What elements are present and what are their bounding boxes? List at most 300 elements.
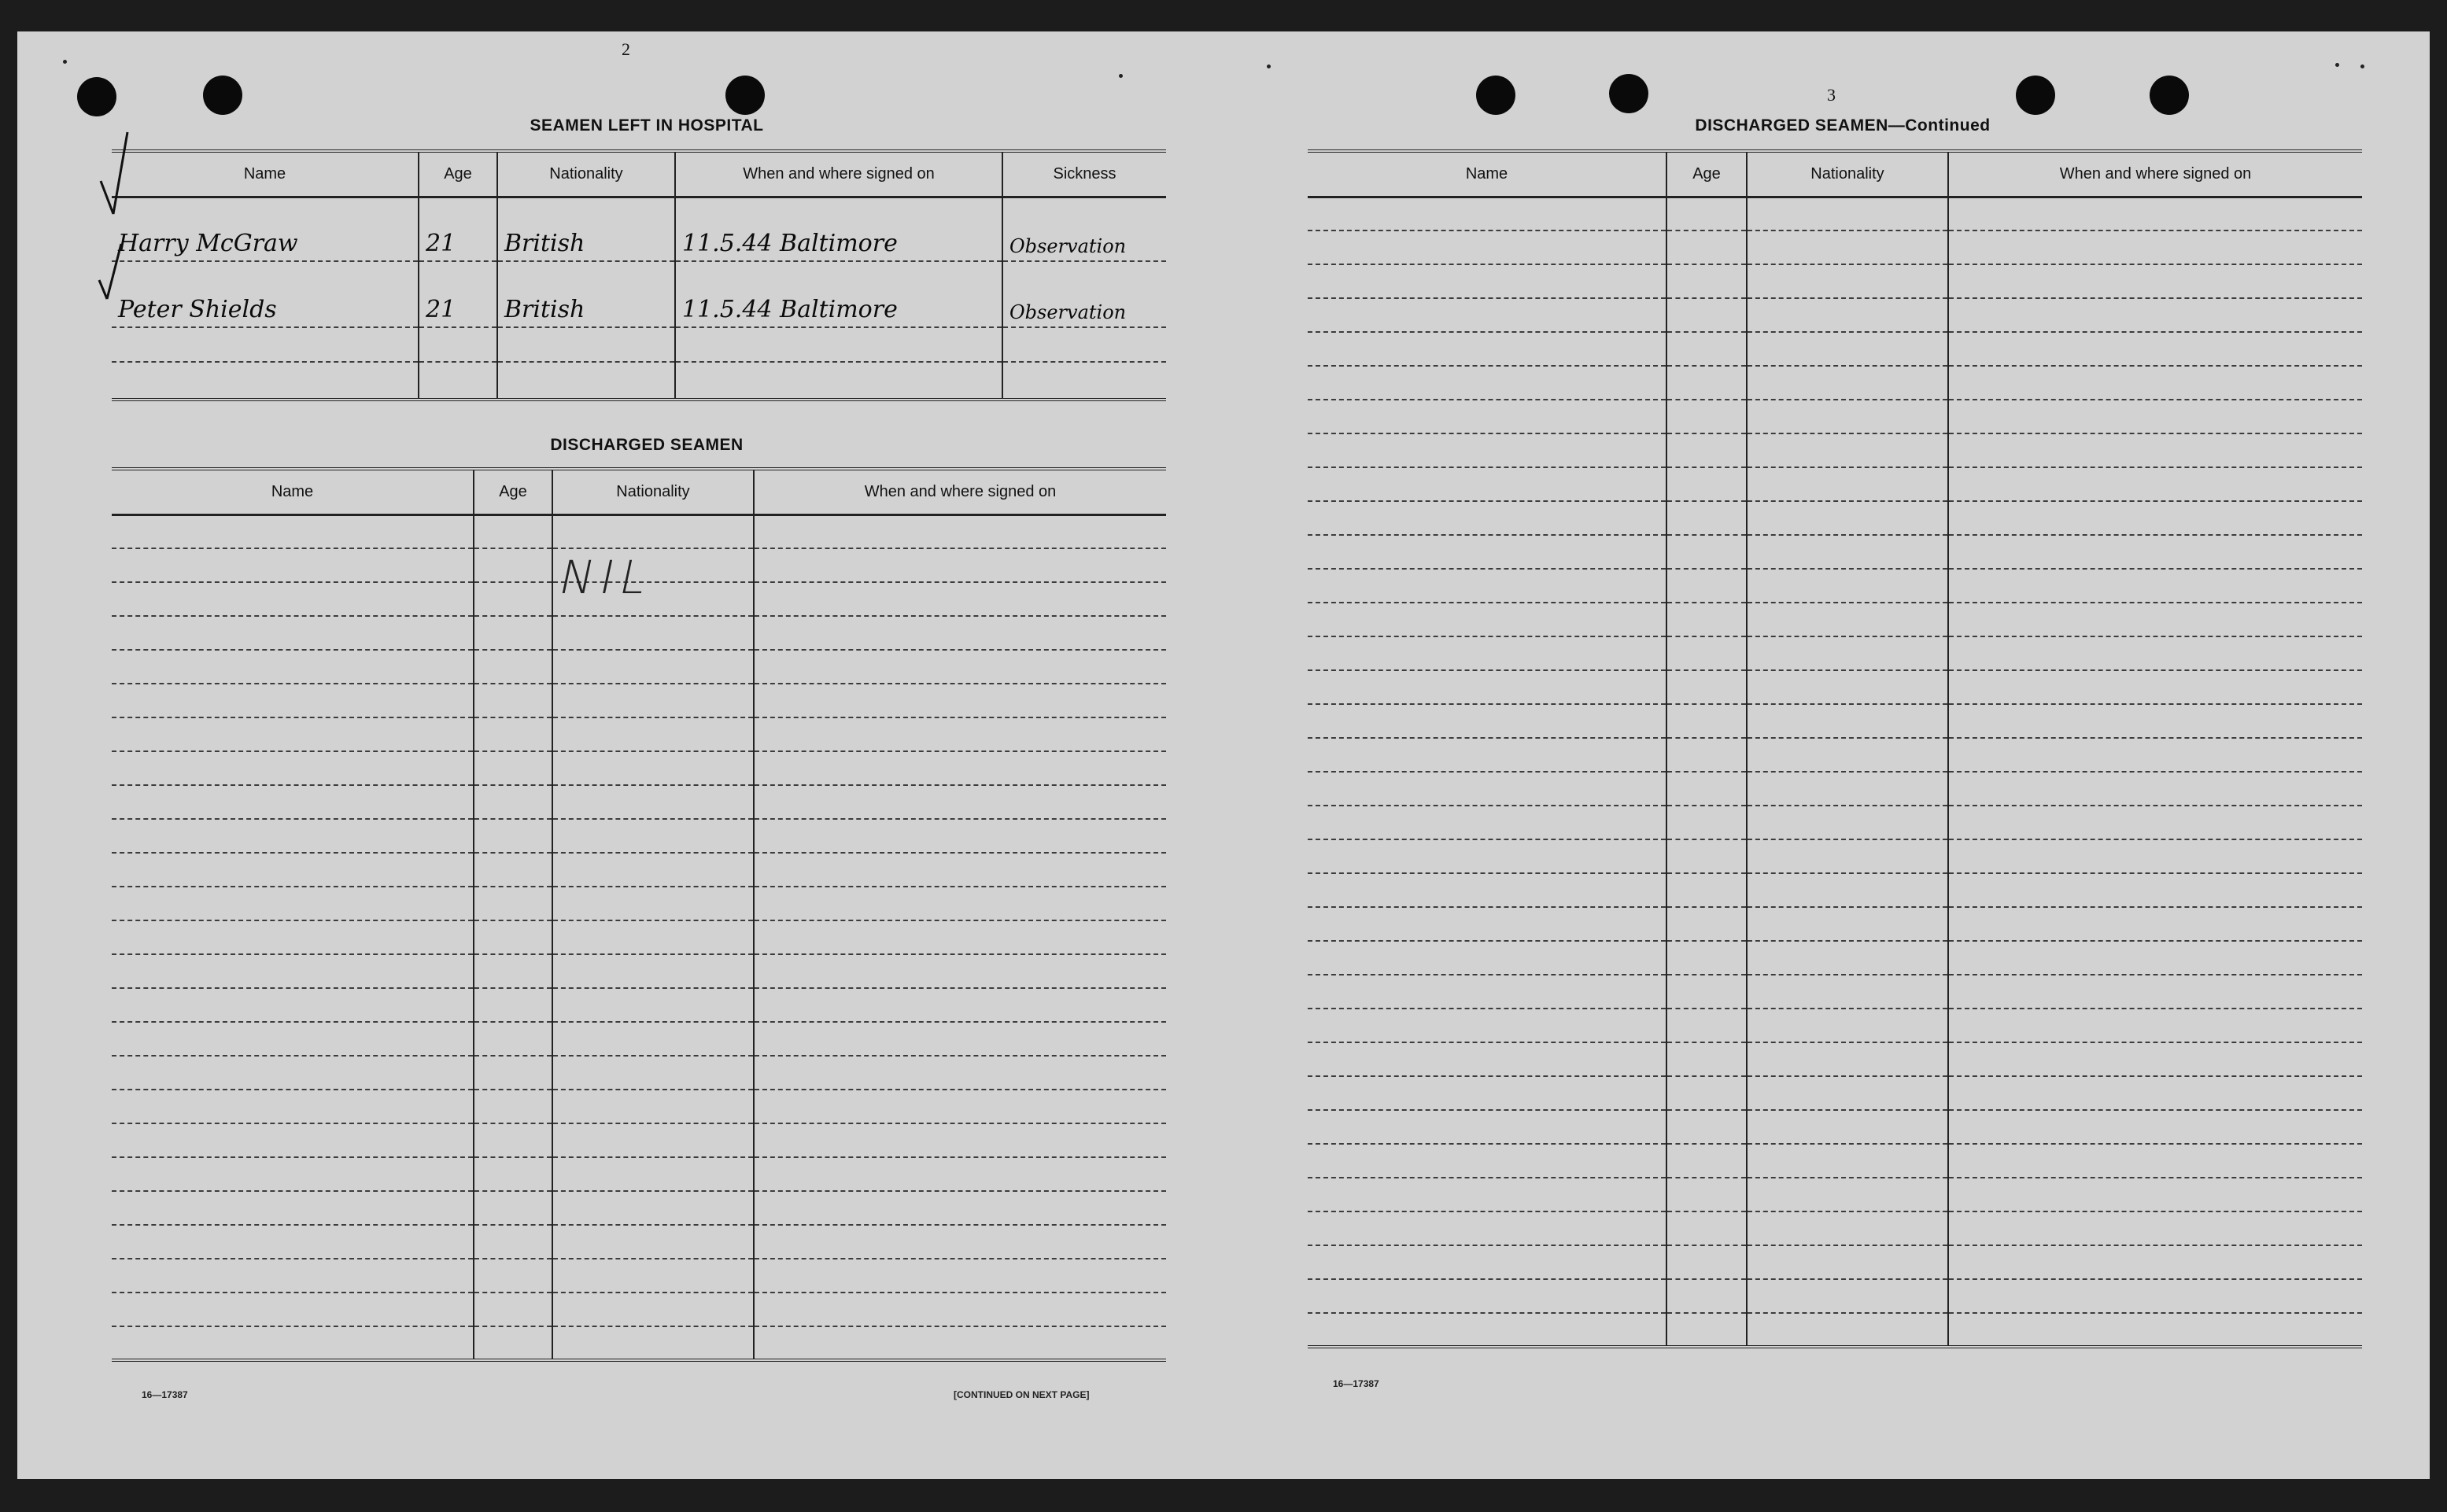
blank-cell	[1666, 501, 1747, 535]
blank-cell	[1666, 873, 1747, 907]
blank-cell	[1948, 433, 2362, 467]
blank-cell	[754, 887, 1166, 920]
blank-row	[1308, 230, 2362, 264]
blank-row	[1308, 1178, 2362, 1211]
blank-cell	[1747, 1313, 1948, 1347]
blank-cell	[1308, 704, 1666, 738]
blank-cell	[1308, 1279, 1666, 1313]
blank-cell	[1747, 1178, 1948, 1211]
blank-cell	[754, 988, 1166, 1022]
blank-cell	[1666, 670, 1747, 704]
blank-cell	[1308, 603, 1666, 636]
punch-hole	[2016, 76, 2055, 115]
blank-cell	[552, 1022, 754, 1056]
blank-cell	[1666, 603, 1747, 636]
blank-cell	[1666, 806, 1747, 839]
blank-cell	[474, 819, 552, 853]
blank-cell	[1308, 366, 1666, 400]
blank-cell	[1948, 975, 2362, 1009]
name-cell	[112, 261, 419, 327]
blank-cell	[112, 1157, 474, 1191]
blank-cell	[1666, 264, 1747, 298]
blank-row	[112, 1157, 1166, 1191]
blank-row	[1308, 467, 2362, 501]
section-title: DISCHARGED SEAMEN—Continued	[1695, 116, 1991, 135]
blank-cell	[112, 1326, 474, 1360]
blank-cell	[1948, 1245, 2362, 1279]
blank-cell	[754, 1259, 1166, 1293]
column-header: When and where signed on	[1948, 151, 2362, 197]
blank-cell	[474, 988, 552, 1022]
blank-row	[112, 785, 1166, 819]
blank-cell	[1948, 400, 2362, 433]
blank-row	[1308, 1042, 2362, 1076]
blank-cell	[1308, 1211, 1666, 1245]
blank-cell	[1666, 1110, 1747, 1144]
blank-cell	[1666, 569, 1747, 603]
blank-row	[1308, 1110, 2362, 1144]
table-row	[112, 327, 1166, 362]
blank-cell	[1308, 772, 1666, 806]
blank-cell	[1308, 1009, 1666, 1042]
blank-row	[112, 1293, 1166, 1326]
discharged-continued-table	[1308, 149, 2362, 1348]
blank-cell	[1666, 230, 1747, 264]
column-header: When and where signed on	[754, 469, 1166, 514]
handwritten-name: Peter Shields	[118, 296, 277, 323]
blank-cell	[1747, 433, 1948, 467]
blank-cell	[1666, 1042, 1747, 1076]
blank-cell	[1948, 1076, 2362, 1110]
blank-cell	[112, 616, 474, 650]
blank-cell	[1308, 941, 1666, 975]
blank-cell	[474, 684, 552, 717]
blank-cell	[1666, 636, 1747, 670]
speck	[1119, 74, 1123, 78]
blank-cell	[474, 1123, 552, 1157]
blank-cell	[112, 1293, 474, 1326]
blank-row	[112, 988, 1166, 1022]
punch-hole	[77, 77, 116, 116]
blank-row	[1308, 264, 2362, 298]
column-header: Name	[112, 151, 419, 197]
blank-cell	[1948, 535, 2362, 569]
blank-row	[112, 684, 1166, 717]
blank-cell	[754, 920, 1166, 954]
blank-cell	[1948, 366, 2362, 400]
blank-cell	[754, 650, 1166, 684]
blank-cell	[474, 1157, 552, 1191]
blank-row	[112, 717, 1166, 751]
blank-cell	[1747, 1110, 1948, 1144]
blank-cell	[112, 1191, 474, 1225]
handwritten-name: Harry McGraw	[118, 230, 298, 257]
blank-cell	[112, 717, 474, 751]
blank-cell	[552, 514, 754, 548]
blank-cell	[1308, 670, 1666, 704]
blank-cell	[1948, 1110, 2362, 1144]
blank-cell	[1308, 467, 1666, 501]
blank-cell	[474, 717, 552, 751]
blank-cell	[1747, 501, 1948, 535]
blank-row	[1308, 603, 2362, 636]
blank-row	[1308, 704, 2362, 738]
blank-cell	[1747, 467, 1948, 501]
blank-cell	[1308, 636, 1666, 670]
blank-cell	[1308, 1042, 1666, 1076]
blank-row	[1308, 197, 2362, 230]
blank-row	[1308, 806, 2362, 839]
blank-cell	[1747, 298, 1948, 332]
blank-cell	[552, 887, 754, 920]
blank-cell	[1308, 975, 1666, 1009]
blank-cell	[1948, 636, 2362, 670]
blank-cell	[1747, 1042, 1948, 1076]
blank-row	[1308, 433, 2362, 467]
speck	[2335, 63, 2339, 67]
blank-row	[1308, 1009, 2362, 1042]
blank-row	[112, 1191, 1166, 1225]
page-number: 2	[622, 39, 630, 59]
blank-cell	[552, 1326, 754, 1360]
hospital-table	[112, 149, 1166, 401]
blank-cell	[552, 1056, 754, 1090]
form-code: 16—17387	[1333, 1378, 1379, 1389]
blank-cell	[1666, 197, 1747, 230]
blank-cell	[1308, 197, 1666, 230]
blank-row	[112, 1022, 1166, 1056]
blank-cell	[1948, 501, 2362, 535]
blank-cell	[1308, 1178, 1666, 1211]
blank-row	[1308, 569, 2362, 603]
blank-cell	[1666, 839, 1747, 873]
blank-cell	[1948, 772, 2362, 806]
blank-cell	[552, 954, 754, 988]
blank-row	[1308, 907, 2362, 941]
blank-row	[1308, 1279, 2362, 1313]
blank-row	[1308, 400, 2362, 433]
blank-cell	[1948, 839, 2362, 873]
column-header: Age	[419, 151, 497, 197]
punch-hole	[725, 76, 765, 115]
blank-cell	[474, 1056, 552, 1090]
blank-row	[1308, 839, 2362, 873]
blank-cell	[1666, 1009, 1747, 1042]
blank-cell	[1948, 569, 2362, 603]
blank-cell	[1308, 1245, 1666, 1279]
blank-cell	[1747, 1279, 1948, 1313]
blank-cell	[1747, 1144, 1948, 1178]
blank-cell	[1666, 1279, 1747, 1313]
blank-cell	[754, 548, 1166, 582]
blank-cell	[474, 1191, 552, 1225]
blank-cell	[474, 1225, 552, 1259]
blank-cell	[1747, 975, 1948, 1009]
column-header: Name	[112, 469, 474, 514]
blank-cell	[1308, 264, 1666, 298]
blank-cell	[1308, 1076, 1666, 1110]
blank-cell	[754, 1056, 1166, 1090]
blank-row	[1308, 298, 2362, 332]
handwritten-signed-on: 11.5.44 Baltimore	[682, 296, 898, 323]
column-header: Nationality	[552, 469, 754, 514]
handwritten-age: 21	[426, 230, 456, 257]
blank-cell	[552, 650, 754, 684]
blank-cell	[1948, 806, 2362, 839]
blank-cell	[1948, 907, 2362, 941]
speck	[2360, 65, 2364, 68]
blank-cell	[474, 954, 552, 988]
blank-cell	[1948, 941, 2362, 975]
punch-hole	[1476, 76, 1515, 115]
blank-cell	[1747, 332, 1948, 366]
blank-cell	[112, 988, 474, 1022]
blank-cell	[474, 1259, 552, 1293]
nationality-cell	[497, 261, 675, 327]
blank-cell	[552, 717, 754, 751]
blank-cell	[1747, 941, 1948, 975]
blank-cell	[1308, 298, 1666, 332]
blank-cell	[112, 684, 474, 717]
blank-cell	[552, 1293, 754, 1326]
blank-cell	[552, 853, 754, 887]
blank-cell	[112, 887, 474, 920]
blank-cell	[1666, 366, 1747, 400]
blank-cell	[1308, 738, 1666, 772]
blank-cell	[474, 920, 552, 954]
blank-cell	[1666, 1178, 1747, 1211]
blank-cell	[754, 785, 1166, 819]
blank-cell	[1747, 400, 1948, 433]
form-code: 16—17387	[142, 1389, 188, 1400]
blank-cell	[112, 853, 474, 887]
blank-cell	[552, 1090, 754, 1123]
blank-cell	[1666, 738, 1747, 772]
blank-row	[1308, 1144, 2362, 1178]
blank-cell	[754, 853, 1166, 887]
blank-cell	[552, 785, 754, 819]
blank-cell	[754, 582, 1166, 616]
blank-row	[112, 853, 1166, 887]
blank-cell	[1308, 230, 1666, 264]
blank-row	[112, 1225, 1166, 1259]
blank-cell	[552, 988, 754, 1022]
blank-cell	[112, 582, 474, 616]
blank-cell	[754, 1225, 1166, 1259]
blank-cell	[754, 717, 1166, 751]
blank-cell	[552, 1157, 754, 1191]
blank-cell	[1948, 1009, 2362, 1042]
blank-cell	[754, 684, 1166, 717]
age-cell	[419, 261, 497, 327]
handwritten-nationality: British	[504, 296, 585, 323]
blank-cell	[1308, 501, 1666, 535]
blank-cell	[474, 514, 552, 548]
blank-row	[1308, 873, 2362, 907]
blank-cell	[1666, 1144, 1747, 1178]
blank-cell	[754, 616, 1166, 650]
blank-row	[112, 751, 1166, 785]
blank-cell	[1747, 738, 1948, 772]
blank-cell	[1948, 873, 2362, 907]
blank-cell	[1666, 467, 1747, 501]
blank-cell	[1948, 197, 2362, 230]
blank-cell	[754, 954, 1166, 988]
blank-cell	[1747, 603, 1948, 636]
handwritten-nationality: British	[504, 230, 585, 257]
blank-row	[1308, 535, 2362, 569]
blank-cell	[1948, 1042, 2362, 1076]
blank-cell	[112, 650, 474, 684]
blank-row	[1308, 366, 2362, 400]
blank-cell	[552, 616, 754, 650]
blank-cell	[474, 1326, 552, 1360]
blank-row	[1308, 670, 2362, 704]
blank-cell	[552, 751, 754, 785]
blank-cell	[1666, 1076, 1747, 1110]
blank-cell	[1308, 873, 1666, 907]
sickness-cell	[1002, 261, 1166, 327]
blank-row	[1308, 1211, 2362, 1245]
blank-cell	[474, 751, 552, 785]
blank-cell	[754, 751, 1166, 785]
sickness-cell	[1002, 197, 1166, 261]
blank-cell	[1308, 806, 1666, 839]
blank-cell	[1308, 1110, 1666, 1144]
blank-cell	[1308, 535, 1666, 569]
blank-row	[1308, 975, 2362, 1009]
blank-row	[112, 1090, 1166, 1123]
blank-row	[1308, 501, 2362, 535]
table-row	[112, 261, 1166, 327]
name-cell	[112, 197, 419, 261]
blank-cell	[1948, 738, 2362, 772]
check-mark-icon	[96, 126, 143, 315]
blank-cell	[1747, 1245, 1948, 1279]
blank-row	[1308, 1245, 2362, 1279]
blank-cell	[754, 1157, 1166, 1191]
blank-cell	[552, 1225, 754, 1259]
blank-cell	[754, 514, 1166, 548]
signed-on-cell	[675, 261, 1002, 327]
column-header: Sickness	[1002, 151, 1166, 197]
blank-cell	[112, 1259, 474, 1293]
column-header: When and where signed on	[675, 151, 1002, 197]
blank-cell	[1948, 298, 2362, 332]
blank-cell	[754, 1191, 1166, 1225]
punch-hole	[1609, 74, 1648, 113]
blank-cell	[112, 548, 474, 582]
blank-cell	[1666, 298, 1747, 332]
blank-row	[112, 1056, 1166, 1090]
blank-cell	[112, 1056, 474, 1090]
blank-cell	[1666, 1313, 1747, 1347]
blank-cell	[1666, 433, 1747, 467]
blank-row	[1308, 636, 2362, 670]
blank-cell	[1747, 873, 1948, 907]
blank-cell	[1948, 332, 2362, 366]
blank-row	[112, 1259, 1166, 1293]
blank-cell	[1308, 839, 1666, 873]
blank-row	[112, 819, 1166, 853]
blank-row	[1308, 941, 2362, 975]
blank-cell	[112, 819, 474, 853]
blank-cell	[112, 785, 474, 819]
section-title: SEAMEN LEFT IN HOSPITAL	[530, 116, 764, 135]
blank-cell	[112, 1022, 474, 1056]
table-row	[112, 197, 1166, 261]
blank-row	[1308, 738, 2362, 772]
column-header: Age	[474, 469, 552, 514]
blank-cell	[754, 1123, 1166, 1157]
blank-cell	[1666, 704, 1747, 738]
blank-cell	[1747, 670, 1948, 704]
blank-cell	[1308, 1144, 1666, 1178]
blank-cell	[754, 1022, 1166, 1056]
blank-cell	[552, 1259, 754, 1293]
blank-cell	[1308, 569, 1666, 603]
blank-cell	[1666, 941, 1747, 975]
blank-cell	[552, 1123, 754, 1157]
column-header: Age	[1666, 151, 1747, 197]
blank-cell	[1948, 1313, 2362, 1347]
blank-cell	[552, 819, 754, 853]
blank-cell	[1747, 230, 1948, 264]
blank-cell	[1747, 569, 1948, 603]
blank-cell	[474, 616, 552, 650]
section-title: DISCHARGED SEAMEN	[550, 436, 744, 454]
blank-row	[112, 920, 1166, 954]
blank-cell	[1948, 1178, 2362, 1211]
blank-cell	[112, 751, 474, 785]
blank-cell	[1666, 772, 1747, 806]
handwritten-age: 21	[426, 296, 456, 323]
nil-entry: NIL	[554, 551, 659, 604]
blank-cell	[1948, 670, 2362, 704]
column-header: Nationality	[1747, 151, 1948, 197]
blank-cell	[474, 650, 552, 684]
blank-cell	[754, 819, 1166, 853]
blank-row	[112, 616, 1166, 650]
table-row	[112, 362, 1166, 400]
blank-cell	[552, 920, 754, 954]
blank-cell	[1747, 704, 1948, 738]
handwritten-signed-on: 11.5.44 Baltimore	[682, 230, 898, 257]
continued-note: [CONTINUED ON NEXT PAGE]	[954, 1389, 1090, 1400]
blank-row	[1308, 772, 2362, 806]
blank-cell	[1747, 535, 1948, 569]
blank-cell	[474, 887, 552, 920]
blank-cell	[112, 1123, 474, 1157]
punch-hole	[203, 76, 242, 115]
blank-cell	[1948, 264, 2362, 298]
blank-cell	[1747, 907, 1948, 941]
blank-cell	[112, 920, 474, 954]
blank-cell	[1666, 1211, 1747, 1245]
blank-cell	[754, 1090, 1166, 1123]
blank-cell	[1308, 332, 1666, 366]
blank-cell	[1747, 197, 1948, 230]
blank-cell	[474, 853, 552, 887]
blank-cell	[1666, 332, 1747, 366]
blank-cell	[112, 514, 474, 548]
blank-cell	[1747, 1076, 1948, 1110]
punch-hole	[2150, 76, 2189, 115]
blank-cell	[474, 548, 552, 582]
blank-cell	[1308, 433, 1666, 467]
handwritten-sickness: Observation	[1009, 235, 1127, 257]
blank-row	[1308, 332, 2362, 366]
